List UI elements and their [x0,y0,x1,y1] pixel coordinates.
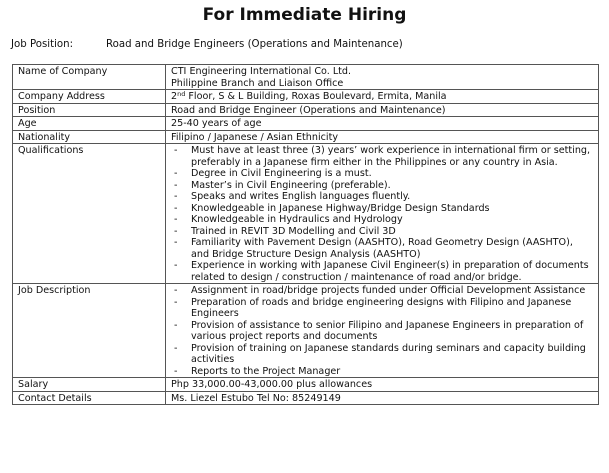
row-salary [13,378,599,392]
address-label: Company Address [13,90,166,104]
bullet-dash: - [174,202,178,214]
list-item: - Assignment in road/bridge projects funded under Official Development Assistance [174,285,586,296]
list-item: - Knowledgeable in Hydraulics and Hydrology [174,214,403,225]
row-address [13,90,599,104]
company-label: Name of Company [13,65,166,90]
row-qualifications [13,144,599,284]
address-floor-suffix: nd [177,90,186,98]
list-item: - Provision of training on Japanese standards during seminars and capacity building activities [174,342,586,365]
list-item: - Experience in working with Japanese Civil Engineer(s) in preparation of documents related to design / construction / maintenance of road and/or bridge. [174,260,589,283]
address-floor-number: 2 [171,91,178,102]
list-item: - Master’s in Civil Engineering (preferable). [174,179,391,191]
position-label: Position [13,103,166,117]
bullet-dash: - [174,296,178,308]
list-item: - Familiarity with Pavement Design (AASHTO), Road Geometry Design (AASHTO), and Bridge Structure Design Analysis (AASHTO) [174,237,573,260]
qualifications-value [166,144,599,284]
bullet-dash: - [174,365,178,377]
list-item: - Knowledgeable in Japanese Highway/Bridge Design Standards [174,202,490,214]
job-description-label: Job Description [13,284,166,378]
age-value: 25-40 years of age [166,117,599,131]
job-description-value [166,284,599,378]
company-name: CTI Engineering International Co. Ltd. [171,66,352,77]
qualifications-label: Qualifications [13,144,166,284]
list-item: - Degree in Civil Engineering is a must. [174,168,372,179]
address-rest: Floor, S & L Building, Roxas Boulevard, Ermita, Manila [185,91,447,102]
bullet-dash: - [174,260,178,271]
company-branch: Philippine Branch and Liaison Office [171,77,344,89]
contact-value: Ms. Liezel Estubo Tel No: 85249149 [166,391,599,405]
list-item: - Provision of assistance to senior Filipino and Japanese Engineers in preparation of various project reports and documents [174,319,584,342]
job-position-label: Job Position: [11,39,74,50]
company-value [166,65,599,90]
qualifications-list [171,145,593,283]
row-company [13,65,599,90]
list-item: - Preparation of roads and bridge engineering designs with Filipino and Japanese Engineers [174,296,572,319]
nationality-value: Filipino / Japanese / Asian Ethnicity [166,130,599,144]
position-value: Road and Bridge Engineer (Operations and Maintenance) [166,103,599,117]
row-job-description [13,284,599,378]
bullet-dash: - [174,225,178,237]
job-position-line [11,38,403,52]
bullet-dash: - [174,237,178,248]
row-position [13,103,599,117]
address-value [166,90,599,104]
nationality-label: Nationality [13,130,166,144]
bullet-dash: - [174,342,178,354]
bullet-dash: - [174,191,178,202]
bullet-dash: - [174,214,178,225]
row-contact [13,391,599,405]
bullet-dash: - [174,168,178,179]
contact-label: Contact Details [13,391,166,405]
salary-label: Salary [13,378,166,392]
details-table [12,64,599,405]
salary-value: Php 33,000.00-43,000.00 plus allowances [166,378,599,392]
list-item: - Reports to the Project Manager [174,365,341,377]
list-item: - Trained in REVIT 3D Modelling and Civil 3D [174,225,396,237]
job-position-value: Road and Bridge Engineers (Operations and Maintenance) [106,39,403,50]
bullet-dash: - [174,319,178,331]
bullet-dash: - [174,285,178,296]
job-description-list [171,285,593,377]
bullet-dash: - [174,179,178,191]
page-title: For Immediate Hiring [202,5,407,25]
row-nationality [13,130,599,144]
age-label: Age [13,117,166,131]
row-age [13,117,599,131]
list-item: - Speaks and writes English languages fluently. [174,191,411,202]
bullet-dash: - [174,145,178,156]
list-item: - Must have at least three (3) years’ work experience in international firm or setting, preferably in a Japanese firm either in the Philippines or any country in Asia. [174,145,591,168]
